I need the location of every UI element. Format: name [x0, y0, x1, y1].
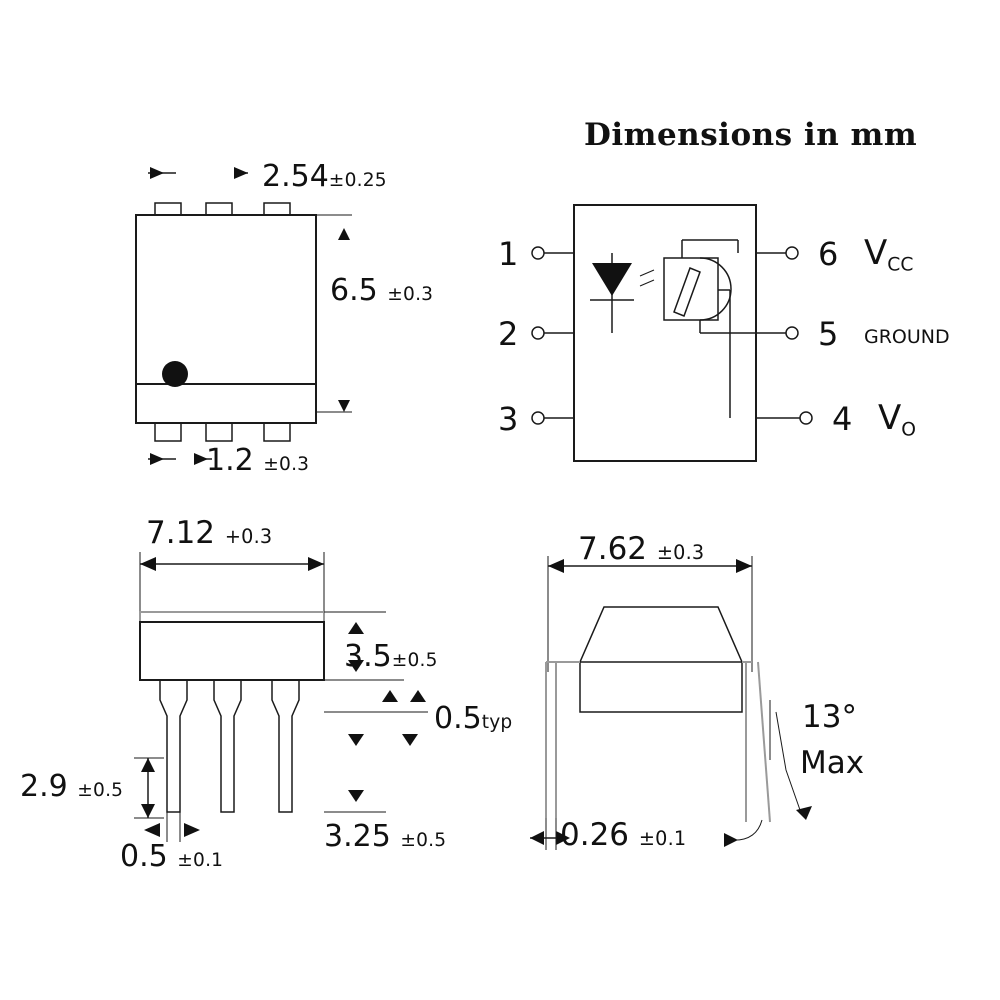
- dim-shoulder-length: 2.9 ±0.5: [20, 769, 124, 804]
- dim-body-height: 6.5 ±0.3: [330, 273, 434, 308]
- dim-lead-width-side: 0.26 ±0.1: [560, 817, 687, 853]
- figure-title: Dimensions in mm: [584, 117, 918, 153]
- dim-lead-length: 3.25 ±0.5: [324, 819, 447, 854]
- side-body-profile: [580, 607, 742, 712]
- pin-label-vcc: $V_{CC}$: [864, 233, 914, 276]
- rowspacing-arrow-left: [548, 559, 564, 573]
- pin-number-3: 3: [498, 400, 519, 438]
- leadwidth-side-arrow-left: [530, 831, 544, 845]
- dim-lead-angle: 13°: [802, 699, 857, 735]
- angle-leader: [776, 712, 800, 810]
- side-lead-right-outer: [758, 662, 770, 822]
- pin-number-6: 6: [818, 235, 839, 273]
- pin-label-ground: GROUND: [864, 326, 950, 348]
- angle-leader-arrow: [796, 806, 812, 820]
- dim-lead-angle-qualifier: Max: [800, 745, 865, 781]
- dim-body-thickness: 3.5±0.5: [344, 639, 438, 674]
- pin-number-1: 1: [498, 235, 519, 273]
- leadwidth-leader: [730, 820, 762, 840]
- dim-seating-gap: 0.5typ: [434, 701, 513, 736]
- dim-body-width: 7.12 +0.3: [146, 515, 273, 551]
- pin-number-4: 4: [832, 400, 853, 438]
- dim-lead-thickness: 0.5 ±0.1: [120, 839, 224, 874]
- rowspacing-arrow-right: [736, 559, 752, 573]
- dim-row-spacing: 7.62 ±0.3: [578, 531, 705, 567]
- pin-label-vo: $V_O$: [878, 398, 916, 441]
- dim-pin-pitch: 2.54±0.25: [262, 159, 387, 194]
- pin-number-2: 2: [498, 315, 519, 353]
- leadwidth-leader-arrow: [724, 833, 738, 847]
- pin-number-5: 5: [818, 315, 839, 353]
- dim-lead-width: 1.2 ±0.3: [206, 443, 310, 478]
